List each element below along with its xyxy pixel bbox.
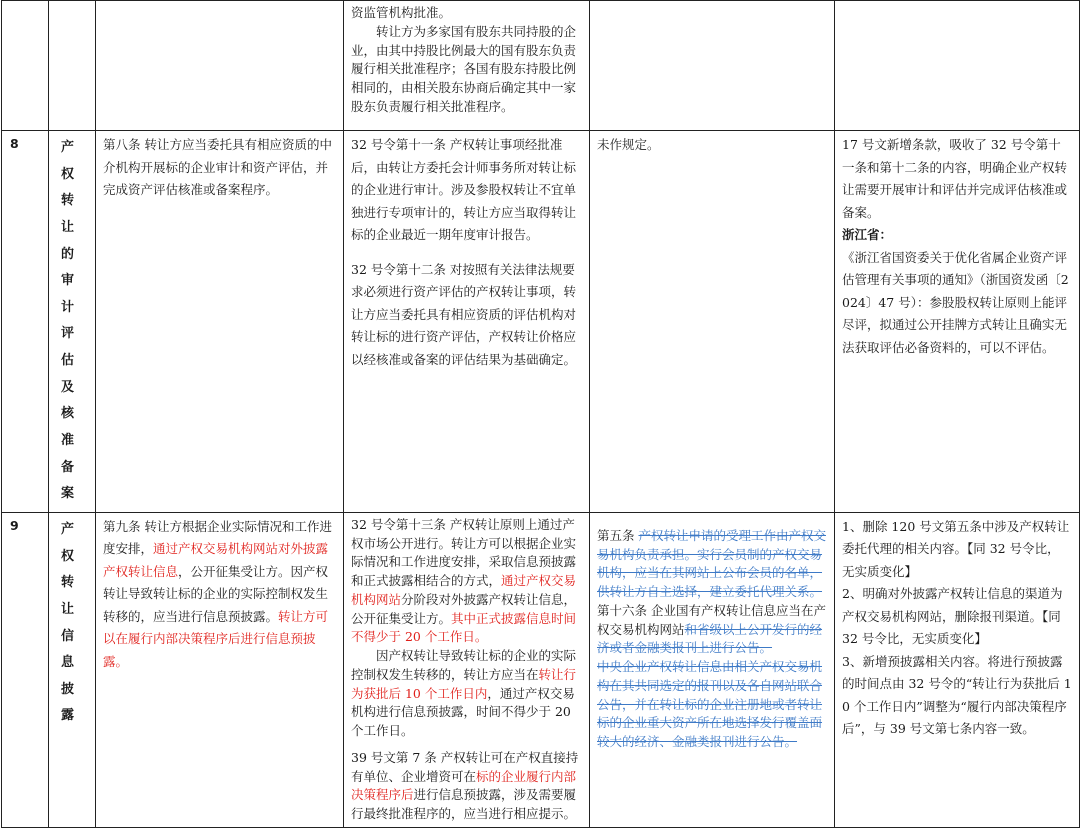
cell-topic-prev xyxy=(49,1,96,131)
row8-new-rule xyxy=(96,131,344,513)
comparison-table xyxy=(1,0,1080,828)
deleted-text: 和省级以上公开发行的经济或者金融类报刊上进行公告。 xyxy=(597,621,823,656)
topic-line: 备案 xyxy=(61,459,75,502)
row9-col3-para-1 xyxy=(351,516,582,647)
row8-col4-text: 未作规定。 xyxy=(597,137,660,152)
cell-col3-prev xyxy=(344,1,590,131)
topic-line: 转让 xyxy=(61,193,75,235)
row8-col5-heading: 浙江省： xyxy=(842,227,893,242)
cell-col2-prev xyxy=(96,1,344,131)
highlight-red: 转让方可以在履行内部决策程序后进行信息预披露。 xyxy=(103,608,329,669)
text-run: 分阶段对外披露产权转让信息，公开征集受让方。 xyxy=(351,591,577,626)
row9-commentary xyxy=(835,512,1080,827)
row9-col5-item-1: 1、删除 120 号文第五条中涉及产权转让委托代理的相关内容。【同 32 号令比，无实质变化】 xyxy=(842,518,1070,579)
row8-col3-text-a: 32 号令第十一条 产权转让事项经批准后，由转让方委托会计师事务所对转让标的企业进行审计。涉及参股权转让不宜单独进行专项审计的，转让方应当取得转让标的企业最近一期年度审计报告。 xyxy=(351,137,577,242)
row9-col5-item-3: 3、新增预披露相关内容。将进行预披露的时间点由 32 号令的“转让行为获批后 10 个工作日内”调整为“履行内部决策程序后”，与 39 号文第七条内容一致。 xyxy=(842,653,1072,737)
row9-col2-text xyxy=(103,516,336,674)
row-topic-8 xyxy=(49,131,96,513)
highlight-red: 通过产权交易机构网站对外披露产权转让信息 xyxy=(103,541,329,579)
cell-num-prev xyxy=(2,1,49,131)
row-number-8: 8 xyxy=(2,131,49,513)
row8-col3-text-b: 32 号令第十二条 对按照有关法律法规要求必须进行资产评估的产权转让事项，转让方应当委托具有相应资质的评估机构对转让标的进行资产评估，产权转让价格应以经核准或备案的评估结果为基础确定。 xyxy=(351,261,577,367)
topic-line: 计评 xyxy=(61,299,75,342)
text-run: ，公开征集受让方。因产权转让导致转让标的企业的实际控制权发生转移的，应当进行信息预披露。 xyxy=(103,563,329,624)
topic-line: 估及 xyxy=(61,353,75,395)
text-run: 32 号令第十三条 产权转让原则上通过产权市场公开进行。转让方可以根据企业实际情况和工作进度安排，采取信息预披露和正式披露相结合的方式， xyxy=(351,516,577,589)
row9-col3-para-3 xyxy=(351,749,582,824)
text-run: ，通过产权交易机构进行信息预披露，时间不得少于 20 个工作日。 xyxy=(351,685,575,739)
row8-commentary xyxy=(835,131,1080,513)
prev-text-1: 资监管机构批准。 xyxy=(351,5,452,20)
row9-new-rule xyxy=(96,512,344,827)
topic-line: 披露 xyxy=(61,681,75,724)
table-row-9 xyxy=(2,512,1080,827)
topic-line: 的审 xyxy=(61,246,75,289)
row-number-9: 9 xyxy=(2,512,49,827)
highlight-red: 其中正式披露信息时间不得少于 20 个工作日。 xyxy=(351,610,577,645)
row9-old-rule-32 xyxy=(344,512,590,827)
highlight-red: 标的企业履行内部决策程序后 xyxy=(351,768,577,803)
row-topic-9 xyxy=(49,512,96,827)
row8-old-rule-120 xyxy=(590,131,835,513)
deleted-text: 中央企业产权转让信息由相关产权交易机构在其共同选定的报刊以及各自网站联合公告，并在转让标的企业注册地或者转让标的企业重大资产所在地选择发行覆盖面较大的经济、金融类报刊进行公告。 xyxy=(597,659,823,750)
table-row-prev xyxy=(2,1,1080,131)
text-run: 39 号文第 7 条 产权转让可在产权直接持有单位、企业增资可在 xyxy=(351,749,579,784)
text-run: 第十六条 企业国有产权转让信息应当在产权交易机构网站 xyxy=(597,602,826,637)
topic-line: 信息 xyxy=(61,628,75,671)
topic-line: 核准 xyxy=(61,406,75,449)
row8-col5-text-a: 17 号文新增条款，吸收了 32 号令第十一条和第十二条的内容，明确企业产权转让需要开展审计和评估并完成评估核准或备案。 xyxy=(842,137,1068,220)
highlight-red: 通过产权交易机构网站 xyxy=(351,573,577,607)
row9-col4-para-1 xyxy=(597,527,827,602)
prev-text-2: 转让方为多家国有股东共同持股的企业，由其中持股比例最大的国有股东负责履行相关批准程序；各国有股东持股比例相同的，由相关股东协商后确定其中一家股东负责履行相关批准程序。 xyxy=(351,23,577,114)
cell-col4-prev xyxy=(590,1,835,131)
row8-col2-text: 第八条 转让方应当委托具有相应资质的中介机构开展标的企业审计和资产评估，并完成资产评估核准或备案程序。 xyxy=(103,137,332,197)
row8-old-rule-32 xyxy=(344,131,590,513)
text-run: 因产权转让导致转让标的企业的实际控制权发生转移的，转让方应当在 xyxy=(351,648,577,682)
topic-line: 产权 xyxy=(61,140,75,182)
deleted-text: 产权转让申请的受理工作由产权交易机构负责承担。实行会员制的产权交易机构，应当在其网站上公布会员的名单，供转让方自主选择，建立委托代理关系。 xyxy=(597,527,826,600)
text-run: 第五条 xyxy=(597,527,639,543)
highlight-red: 转让行为获批后 10 个工作日内 xyxy=(351,666,577,701)
topic-line: 转让 xyxy=(61,575,75,617)
row9-old-rule-120 xyxy=(590,512,835,827)
cell-col5-prev xyxy=(835,1,1080,131)
row9-col3-para-2 xyxy=(351,647,582,741)
row8-col5-text-b: 《浙江省国资委关于优化省属企业资产评估管理有关事项的通知》（浙国资发函〔2024〕47 号）：参股股权转让原则上能评尽评，拟通过公开挂牌方式转让且确实无法获取评估必备资料的，可以不评估。 xyxy=(842,249,1069,355)
row9-col5-item-2: 2、明确对外披露产权转让信息的渠道为产权交易机构网站，删除报刊渠道。【同 32 号令比，无实质变化】 xyxy=(842,586,1063,647)
text-run: 第九条 转让方根据企业实际情况和工作进度安排， xyxy=(103,518,332,557)
text-run: 进行信息预披露，涉及需要履行最终批准程序的，应当进行相应提示。 xyxy=(351,787,577,822)
topic-line: 产权 xyxy=(61,521,75,564)
table-row-8 xyxy=(2,131,1080,513)
row9-col4-para-2 xyxy=(597,602,827,658)
